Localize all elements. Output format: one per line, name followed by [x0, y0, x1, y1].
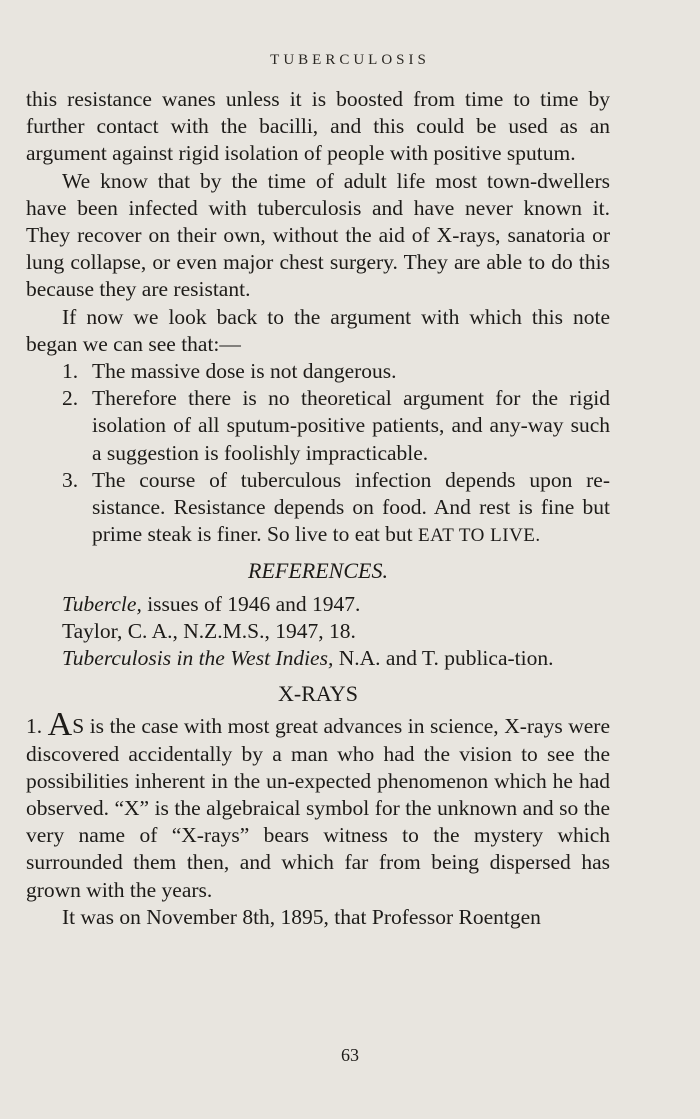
paragraph-argument: If now we look back to the argument with which this note began we can see that:—: [26, 304, 610, 356]
list-item-1: [26, 358, 610, 385]
paragraph-xrays-text: S is the case with most great advances in science, X-rays were discovered accidentally by a man who had the vision to see the possibilities inherent in the un-expected phenomenon which he had observed. “X” is the algebraical symbol for the unknown and so the very name of “X-rays” bears witness to the mystery which surrounded them then, and which far from being dispersed has grown with the years.: [26, 714, 610, 902]
list-text: The course of tuberculous infection depends upon re-sistance. Resistance depends on food. And rest is fine but prime steak is finer. So live to eat but: [92, 467, 610, 547]
list-item-2: [26, 385, 610, 467]
list-text: Therefore there is no theoretical argument for the rigid isolation of all sputum-positive patients, and any-way such a suggestion is foolishly impracticable.: [92, 386, 610, 465]
list-number: 1.: [62, 359, 79, 384]
running-head: TUBERCULOSIS: [270, 52, 430, 68]
list-number: 3.: [62, 467, 79, 492]
reference-3-detail: N.A. and T. publica-tion.: [333, 646, 554, 671]
list-item-3: [26, 467, 610, 550]
reference-1-detail: issues of 1946 and 1947.: [141, 591, 361, 616]
list-smallcaps: EAT TO LIVE.: [418, 525, 541, 547]
reference-1: [26, 591, 610, 618]
paragraph-town-dwellers: We know that by the time of adult life most town-dwellers have been infected with tuberculosis and have never known it. They recover on their own, without the aid of X-rays, sanatoria or lung collapse, or even major chest surgery. They are able to do this because they are resistant.: [26, 168, 610, 302]
paragraph-continued: this resistance wanes unless it is boosted from time to time by further contact with the bacilli, and this could be used as an argument against rigid isolation of people with positive sputum.: [26, 87, 610, 166]
drop-cap: A: [47, 706, 73, 744]
section-number: 1.: [26, 714, 43, 739]
paragraph-xrays-intro: [26, 706, 610, 903]
references-heading: REFERENCES.: [248, 558, 388, 584]
body-text: [26, 86, 610, 931]
list-number: 2.: [62, 386, 79, 411]
reference-1-title: Tubercle,: [62, 591, 142, 616]
paragraph-roentgen: It was on November 8th, 1895, that Professor Roentgen: [62, 904, 541, 929]
reference-3: [26, 645, 610, 672]
xrays-heading: X-RAYS: [278, 681, 358, 707]
list-text: The massive dose is not dangerous.: [92, 359, 397, 384]
reference-3-title: Tuberculosis in the West Indies,: [62, 646, 334, 671]
page-number: 63: [341, 1045, 359, 1065]
reference-2: Taylor, C. A., N.Z.M.S., 1947, 18.: [62, 618, 356, 643]
